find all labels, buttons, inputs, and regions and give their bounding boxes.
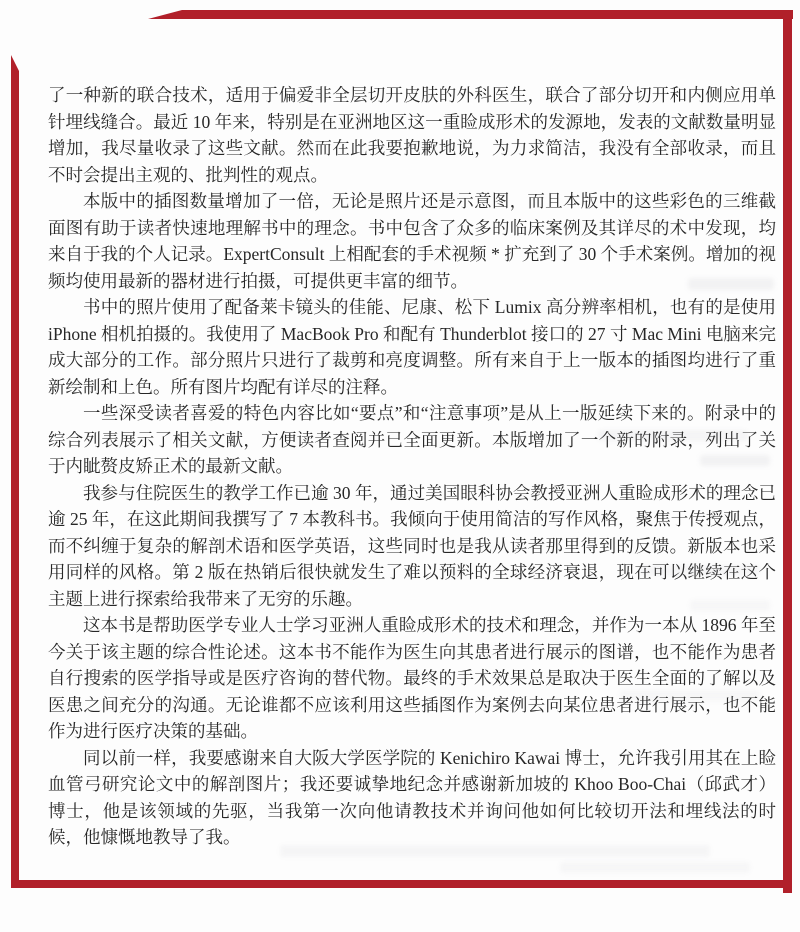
paragraph-photo-equipment: 书中的照片使用了配备莱卡镜头的佳能、尼康、松下 Lumix 高分辨率相机，也有的是使用 iPhone 相机拍摄的。我使用了 MacBook Pro 和配有 Thunderblot 接口的 27 寸 Mac Mini 电脑来完成大部分的工作。部分照片只进行了裁剪和亮度调整。所有来自于上一版本的插图均进行了重新绘制和上色。所有图片均配有详尽的注释。: [48, 297, 776, 397]
paragraph-book-purpose: 这本书是帮助医学专业人士学习亚洲人重睑成形术的技术和理念，并作为一本从 1896 年至今关于该主题的综合性论述。这本书不能作为医生向其患者进行展示的图谱，也不能作为患者自行搜索的医学指导或是医疗咨询的替代物。最终的手术效果总是取决于医生全面的了解以及医患之间充分的沟通。无论谁都不应该利用这些插图作为案例去向某位患者进行展示，也不能作为进行医疗决策的基础。: [48, 615, 776, 741]
paragraph-acknowledgment: 同以前一样，我要感谢来自大阪大学医学院的 Kenichiro Kawai 博士，允许我引用其在上睑血管弓研究论文中的解剖图片；我还要诚挚地纪念并感谢新加坡的 Khoo Boo-Chai（邱武才）博士，他是该领域的先驱，当我第一次向他请教技术并询问他如何比较切开法和埋线法的时候，他慷慨地教导了我。: [48, 747, 776, 847]
page-bleedthrough: [560, 862, 750, 873]
paragraph-illustrations: 本版中的插图数量增加了一倍，无论是照片还是示意图，而且本版中的这些彩色的三维截面图有助于读者快速地理解书中的理念。书中包含了众多的临床案例及其详尽的术中发现，均来自于我的个人记录。ExpertConsult 上相配套的手术视频 * 扩充到了 30 个手术案例。增加的视频均使用最新的器材进行拍摄，可提供更丰富的细节。: [48, 191, 776, 291]
red-frame-right: [783, 11, 792, 893]
paragraph-teaching-style: 我参与住院医生的教学工作已逾 30 年，通过美国眼科协会教授亚洲人重睑成形术的理念已逾 25 年，在这此期间我撰写了 7 本教科书。我倾向于使用简洁的写作风格，聚焦于传授观点，而不纠缠于复杂的解剖术语和医学英语，这些同时也是我从读者那里得到的反馈。新版本也采用同样的风格。第 2 版在热销后很快就发生了难以预料的全球经济衰退，现在可以继续在这个主题上进行探索给我带来了无穷的乐趣。: [48, 482, 776, 609]
red-frame-bottom: [11, 880, 792, 888]
paragraph-appendix: 一些深受读者喜爱的特色内容比如“要点”和“注意事项”是从上一版延续下来的。附录中的综合列表展示了相关文献，方便读者查阅并已全面更新。本版增加了一个新的附录，列出了关于内眦赘皮矫正术的最新文献。: [48, 403, 776, 476]
red-frame-top: [148, 10, 793, 19]
paragraph-continuation: 了一种新的联合技术，适用于偏爱非全层切开皮肤的外科医生，联合了部分切开和内侧应用单针埋线缝合。最近 10 年来，特别是在亚洲地区这一重睑成形术的发源地，发表的文献数量明显增加，我尽量收录了这些文献。然而在此我要抱歉地说，为力求简洁，我没有全部收录，而且不时会提出主观的、批判性的观点。: [48, 85, 776, 185]
red-frame-left: [11, 55, 19, 888]
preface-text-block: [48, 82, 776, 851]
